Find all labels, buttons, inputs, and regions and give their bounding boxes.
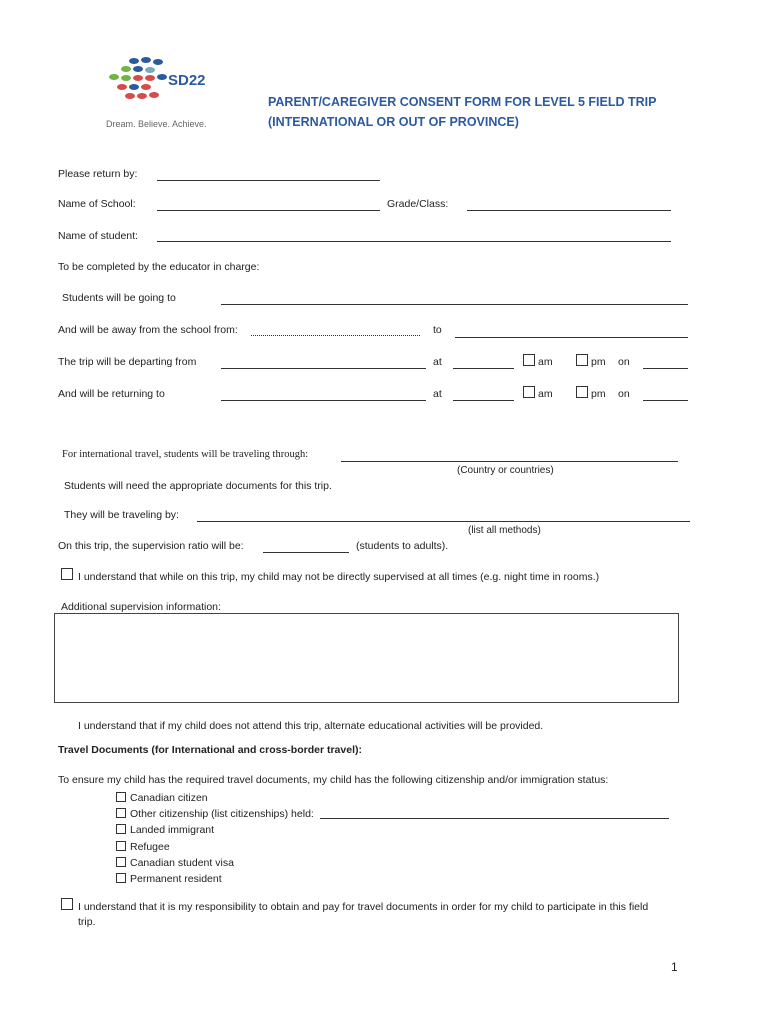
checkbox[interactable] <box>116 841 126 851</box>
to-label: to <box>433 324 442 336</box>
option-canadian-citizen[interactable] <box>116 791 208 804</box>
supervision-statement: I understand that while on this trip, my child may not be directly supervised at all times (e.g. night time in rooms.) <box>78 571 600 583</box>
student-label: Name of student: <box>58 230 138 242</box>
departing-at-label: at <box>433 356 442 368</box>
returning-am-checkbox[interactable] <box>523 386 535 398</box>
option-landed-immigrant[interactable] <box>116 823 214 836</box>
returning-am-label: am <box>538 388 553 400</box>
away-from-label: And will be away from the school from: <box>58 324 238 336</box>
going-to-label: Students will be going to <box>62 292 176 304</box>
page-title <box>268 92 708 132</box>
school-label: Name of School: <box>58 198 136 210</box>
documents-note: Students will need the appropriate documents for this trip. <box>64 480 332 492</box>
away-from-field[interactable] <box>251 335 420 336</box>
departing-time-field[interactable] <box>453 368 514 369</box>
option-permanent-resident[interactable] <box>116 872 222 885</box>
departing-field[interactable] <box>221 368 426 369</box>
away-to-field[interactable] <box>455 337 688 338</box>
traveling-through-field[interactable] <box>341 461 678 462</box>
other-citizenship-field[interactable] <box>320 818 669 819</box>
title-line-1: PARENT/CAREGIVER CONSENT FORM FOR LEVEL 5 FIELD TRIP <box>268 95 657 109</box>
grade-label: Grade/Class: <box>387 198 449 210</box>
responsibility-statement <box>78 901 648 913</box>
student-field[interactable] <box>157 241 671 242</box>
option-refugee[interactable] <box>116 840 170 853</box>
checkbox[interactable] <box>116 792 126 802</box>
option-student-visa[interactable] <box>116 856 234 869</box>
educator-heading: To be completed by the educator in charge: <box>58 261 260 273</box>
option-label: Canadian citizen <box>130 792 208 804</box>
departing-date-field[interactable] <box>643 368 688 369</box>
title-line-2: (INTERNATIONAL OR OUT OF PROVINCE) <box>268 115 519 129</box>
responsibility-checkbox[interactable] <box>61 898 73 910</box>
traveling-through-label: For international travel, students will be traveling through: <box>62 449 309 460</box>
returning-label: And will be returning to <box>58 388 165 400</box>
option-label: Other citizenship (list citizenships) held: <box>130 808 314 820</box>
ratio-note: (students to adults). <box>356 540 449 552</box>
departing-pm-checkbox[interactable] <box>576 354 588 366</box>
option-label: Landed immigrant <box>130 824 215 836</box>
departing-am-label: am <box>538 356 553 368</box>
logo-dots-icon <box>104 55 172 107</box>
additional-supervision-label: Additional supervision information: <box>61 601 221 613</box>
responsibility-line-1: I understand that it is my responsibility to obtain and pay for travel documents in order for my child to participate in this field <box>78 901 649 913</box>
returning-pm-checkbox[interactable] <box>576 386 588 398</box>
option-other-citizenship[interactable] <box>116 807 314 820</box>
option-label: Permanent resident <box>130 873 222 885</box>
checkbox[interactable] <box>116 857 126 867</box>
departing-am-checkbox[interactable] <box>523 354 535 366</box>
returning-field[interactable] <box>221 400 426 401</box>
option-label: Canadian student visa <box>130 857 234 869</box>
logo <box>104 55 224 105</box>
travel-docs-heading: Travel Documents (for International and cross-border travel): <box>58 744 362 756</box>
return-by-label: Please return by: <box>58 168 138 180</box>
going-to-field[interactable] <box>221 304 688 305</box>
traveling-by-field[interactable] <box>197 521 690 522</box>
checkbox[interactable] <box>116 824 126 834</box>
returning-time-field[interactable] <box>453 400 514 401</box>
grade-field[interactable] <box>467 210 671 211</box>
checkbox[interactable] <box>116 808 126 818</box>
returning-at-label: at <box>433 388 442 400</box>
return-by-field[interactable] <box>157 180 380 181</box>
checkbox[interactable] <box>116 873 126 883</box>
country-note: (Country or countries) <box>457 465 554 476</box>
option-label: Refugee <box>130 841 170 853</box>
tagline: Dream. Believe. Achieve. <box>106 119 207 129</box>
departing-pm-label: pm <box>591 356 606 368</box>
additional-supervision-textarea[interactable] <box>54 613 679 703</box>
departing-label: The trip will be departing from <box>58 356 197 368</box>
departing-on-label: on <box>618 356 630 368</box>
supervision-checkbox[interactable] <box>61 568 73 580</box>
returning-on-label: on <box>618 388 630 400</box>
responsibility-line-2: trip. <box>78 916 96 928</box>
logo-text: SD22 <box>168 72 206 89</box>
methods-note: (list all methods) <box>468 525 541 536</box>
travel-docs-intro: To ensure my child has the required travel documents, my child has the following citizenship and/or immigration status: <box>58 774 609 786</box>
traveling-by-label: They will be traveling by: <box>64 509 179 521</box>
page-number: 1 <box>671 960 678 974</box>
ratio-field[interactable] <box>263 552 349 553</box>
alternate-activities-statement: I understand that if my child does not attend this trip, alternate educational activities will be provided. <box>78 720 544 732</box>
school-field[interactable] <box>157 210 380 211</box>
returning-pm-label: pm <box>591 388 606 400</box>
ratio-label: On this trip, the supervision ratio will be: <box>58 540 244 552</box>
returning-date-field[interactable] <box>643 400 688 401</box>
